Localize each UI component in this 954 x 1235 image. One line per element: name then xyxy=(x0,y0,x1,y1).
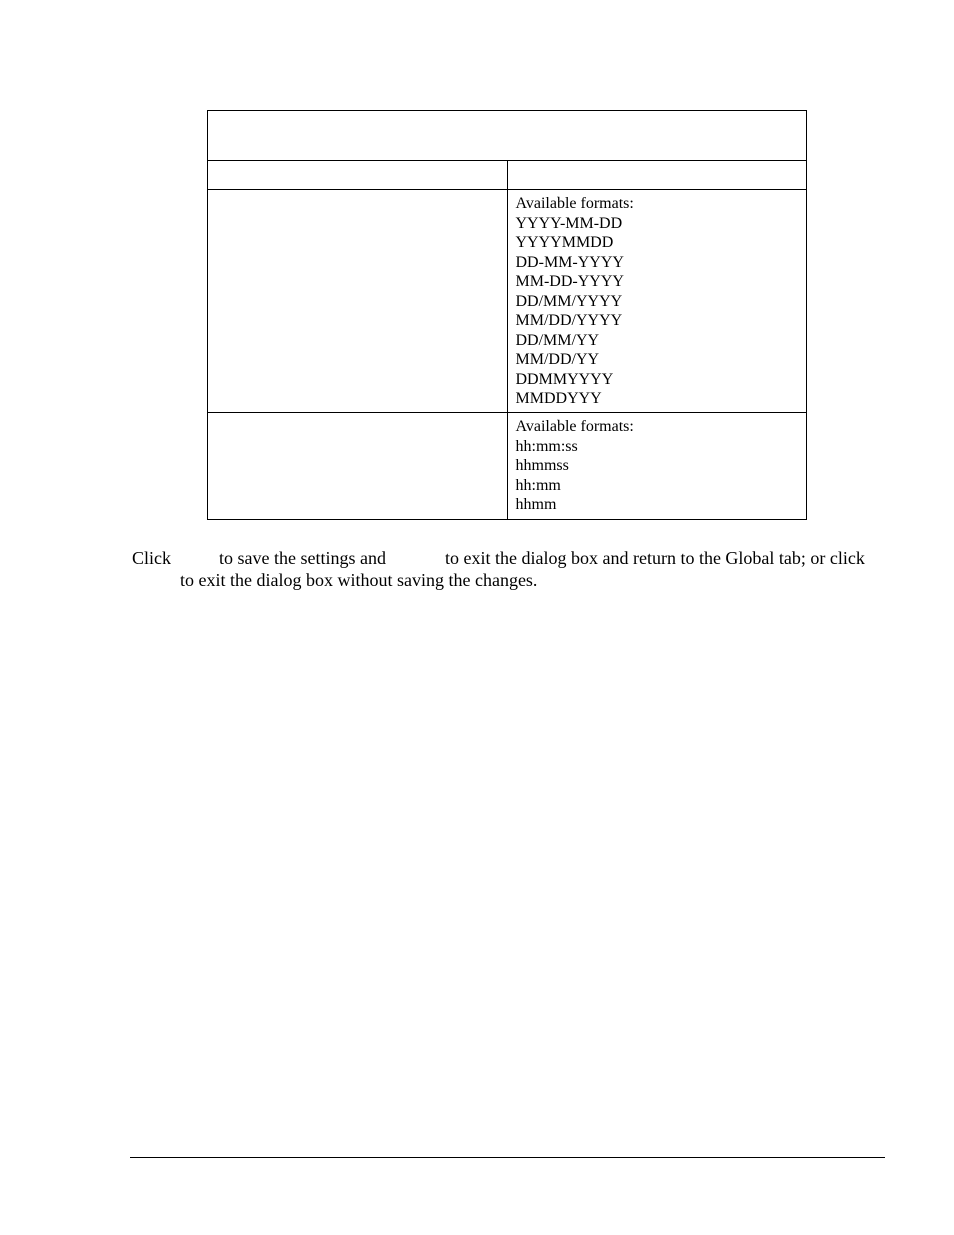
table-header-row xyxy=(208,161,807,190)
date-format-item: MM/DD/YY xyxy=(515,351,600,368)
table-row xyxy=(208,413,807,520)
cancel-instruction-text: to exit the dialog box without saving the changes. xyxy=(180,570,538,590)
table-row xyxy=(208,190,807,413)
format-table xyxy=(207,110,807,520)
date-format-item: YYYYMMDD xyxy=(515,234,614,251)
time-format-item: hhmmss xyxy=(515,457,569,474)
date-format-item: DDMMYYYY xyxy=(515,370,614,388)
date-format-item: DD/MM/YYYY xyxy=(515,292,623,310)
time-format-item: hhmm xyxy=(515,496,557,513)
date-format-item: MMDDYYY xyxy=(515,390,602,407)
date-format-item: YYYY-MM-DD xyxy=(515,214,623,232)
table-title-cell xyxy=(208,111,807,161)
table-title-row xyxy=(208,111,807,161)
date-format-item: DD/MM/YY xyxy=(515,331,600,349)
time-format-description-cell xyxy=(507,413,807,520)
time-format-item: hh:mm:ss xyxy=(515,437,578,455)
time-format-item: hh:mm xyxy=(515,476,561,494)
date-format-item: MM/DD/YYYY xyxy=(515,312,623,329)
date-formats-intro: Available formats: xyxy=(515,195,634,212)
date-format-item: MM-DD-YYYY xyxy=(515,273,624,290)
click-word: Click xyxy=(132,548,171,568)
save-instruction-text: to save the settings and xyxy=(219,548,386,568)
time-formats-intro: Available formats: xyxy=(515,418,634,435)
date-format-label-cell xyxy=(208,190,508,413)
footer-divider xyxy=(130,1157,885,1158)
header-cell-setting xyxy=(208,161,508,190)
date-format-item: DD-MM-YYYY xyxy=(515,253,624,271)
exit-instruction-text: to exit the dialog box and return to the Global tab; or click xyxy=(445,548,865,568)
date-format-description-cell xyxy=(507,190,807,413)
header-cell-description xyxy=(507,161,807,190)
time-format-label-cell xyxy=(208,413,508,520)
